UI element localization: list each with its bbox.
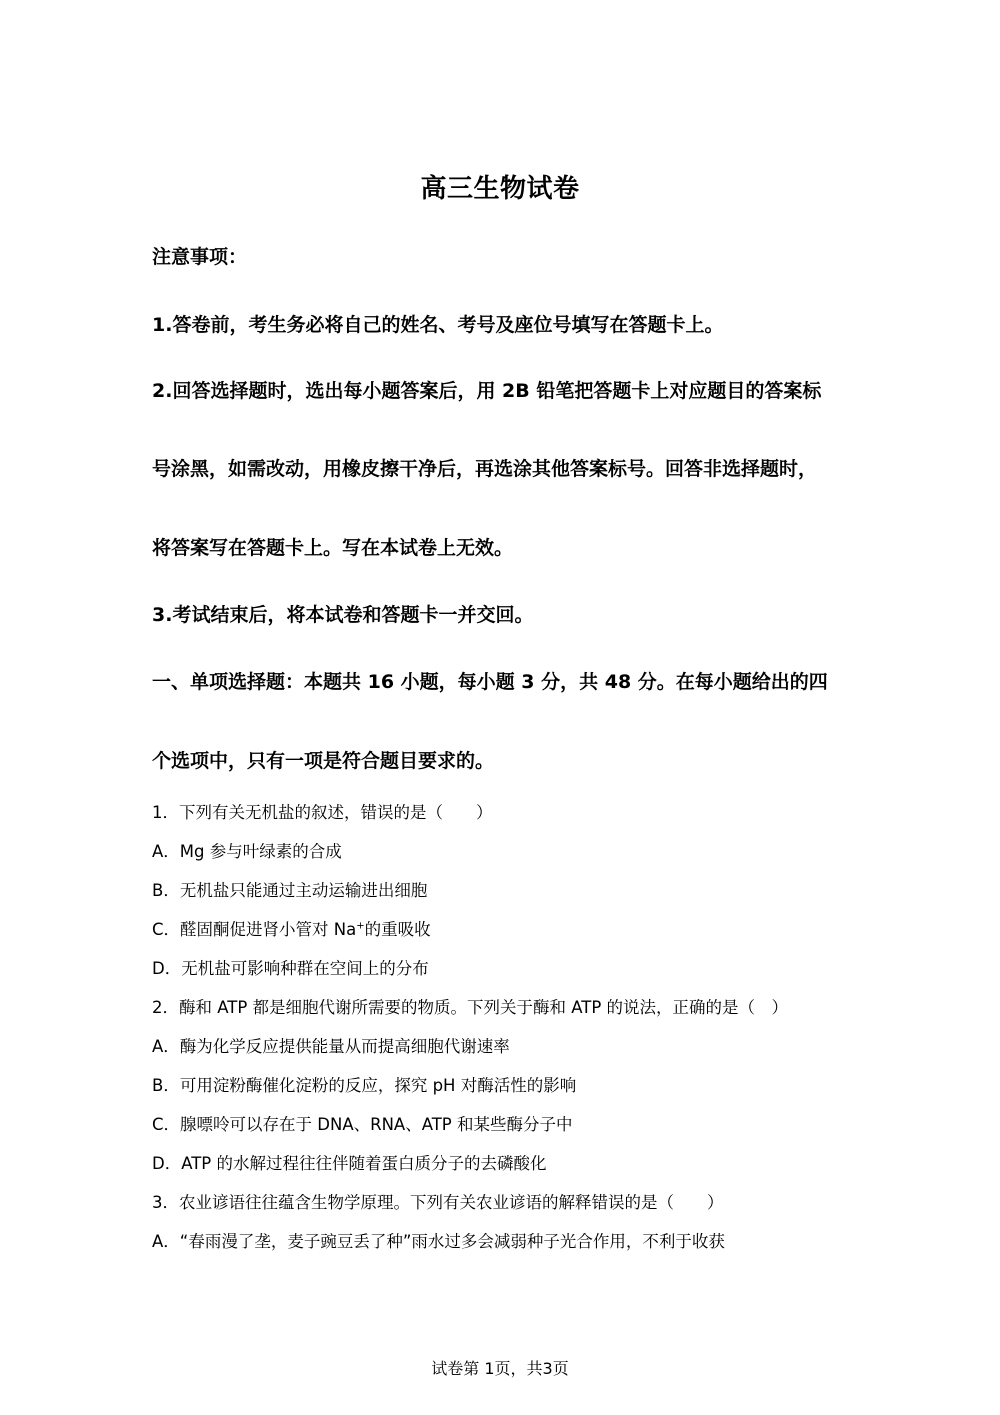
question-2-option-b: B．可用淀粉酶催化淀粉的反应，探究 pH 对酶活性的影响 xyxy=(152,1076,577,1095)
notice-item-2-line-2: 号涂黑，如需改动，用橡皮擦干净后，再选涂其他答案标号。回答非选择题时， xyxy=(152,458,818,480)
question-1-option-c xyxy=(152,919,872,941)
section-1-heading-line-2: 个选项中，只有一项是符合题目要求的。 xyxy=(152,750,495,772)
question-1-option-a: A．Mg 参与叶绿素的合成 xyxy=(152,842,342,861)
notice-heading: 注意事项： xyxy=(152,246,248,268)
page-title: 高三生物试卷 xyxy=(420,174,580,204)
question-1-stem: 1．下列有关无机盐的叙述，错误的是（ ） xyxy=(152,803,493,822)
question-3-option-a: A．“春雨漫了垄，麦子豌豆丢了种”雨水过多会减弱种子光合作用，不利于收获 xyxy=(152,1232,725,1251)
question-2-option-a: A．酶为化学反应提供能量从而提高细胞代谢速率 xyxy=(152,1037,510,1056)
question-1-option-c-text-end: 的重吸收 xyxy=(364,920,431,939)
question-1-option-c-text: C．醛固酮促进肾小管对 Na xyxy=(152,920,357,939)
question-2-stem: 2．酶和 ATP 都是细胞代谢所需要的物质。下列关于酶和 ATP 的说法，正确的是（ ） xyxy=(152,998,789,1017)
section-1-heading-line-1: 一、单项选择题：本题共 16 小题，每小题 3 分，共 48 分。在每小题给出的四 xyxy=(152,671,828,693)
notice-item-2-line-3: 将答案写在答题卡上。写在本试卷上无效。 xyxy=(152,537,514,559)
question-1-option-b: B．无机盐只能通过主动运输进出细胞 xyxy=(152,881,428,900)
question-3-stem: 3．农业谚语往往蕴含生物学原理。下列有关农业谚语的解释错误的是（ ） xyxy=(152,1193,724,1212)
superscript-plus: + xyxy=(356,920,365,932)
question-2-option-d: D．ATP 的水解过程往往伴随着蛋白质分子的去磷酸化 xyxy=(152,1154,547,1173)
question-1-option-d: D．无机盐可影响种群在空间上的分布 xyxy=(152,959,429,978)
page-footer: 试卷第 1页，共3页 xyxy=(431,1359,569,1378)
notice-item-2-line-1: 2.回答选择题时，选出每小题答案后，用 2B 铅笔把答题卡上对应题目的答案标 xyxy=(152,380,822,402)
question-2-option-c: C．腺嘌呤可以存在于 DNA、RNA、ATP 和某些酶分子中 xyxy=(152,1115,573,1134)
notice-item-1: 1.答卷前，考生务必将自己的姓名、考号及座位号填写在答题卡上。 xyxy=(152,314,724,336)
notice-item-3: 3.考试结束后，将本试卷和答题卡一并交回。 xyxy=(152,604,534,626)
